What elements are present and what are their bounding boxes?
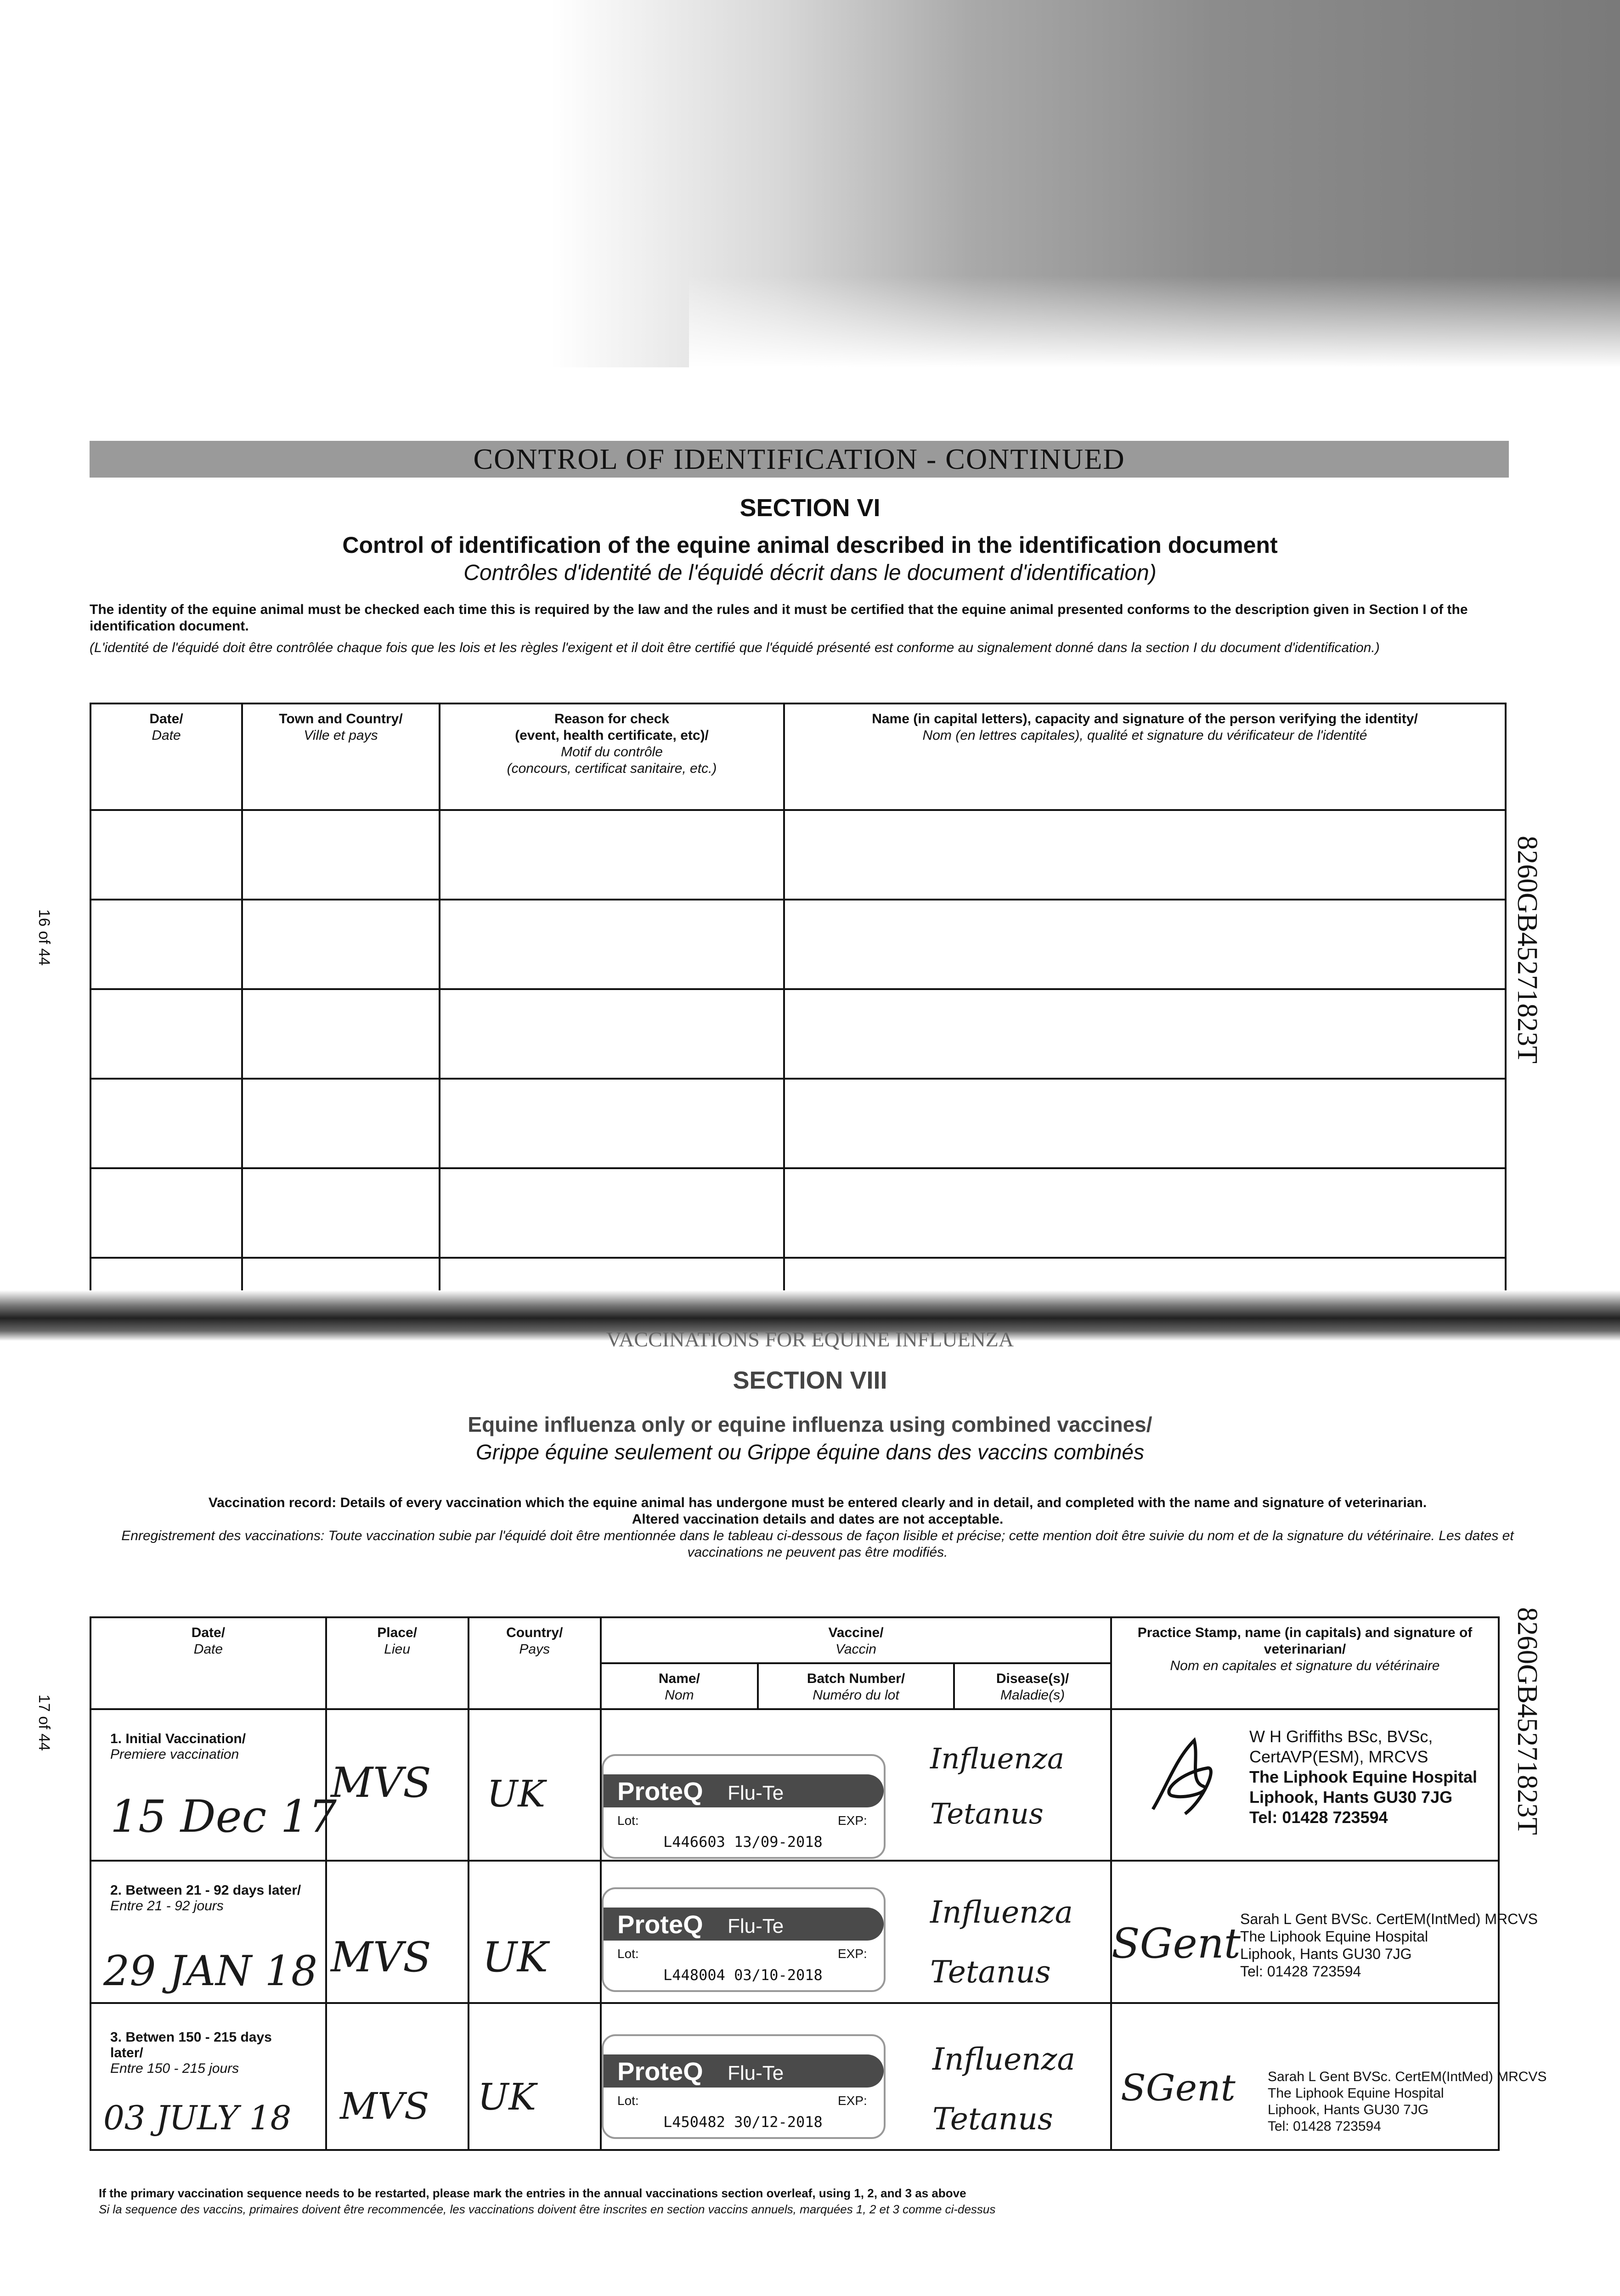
header-stamp: Practice Stamp, name (in capitals) and signature of veterinarian/ Nom en capitales et signature du vétérinaire [1111,1617,1499,1709]
section-6-title-en: Control of identification of the equine animal described in the identification document [342,532,1278,558]
table-header-row [90,1617,1499,1663]
section-banner [90,441,1509,478]
table-header-row [90,703,1506,810]
footer-fr: Si la sequence des vaccins, primaires doivent être recommencée, les vaccinations doivent être inscrites en section vaccins annuels, marquées 1, 2 et 3 comme ci-dessus [99,2202,996,2216]
product-name: Flu-Te [728,1915,784,1937]
header-reason: Reason for check (event, health certificate, etc)/ Motif du contrôle (concours, certificat sanitaire, etc.) [440,703,784,810]
vaccine-label: ProteQ Flu-Te Lot: EXP: L450482 30/12-2018 [602,2034,886,2139]
section-6-intro-fr: (L'identité de l'équidé doit être contrôlée chaque fois que les lois et les règles l'exigent et il doit être certifié que l'équidé présenté est conforme au signalement donné dans la section I du document d'identification.) [90,640,1380,655]
header-country: Country/ Pays [469,1617,601,1709]
id-code-bottom: 8260GB45271823T [1512,1607,1543,1835]
header-batch: Batch Number/ Numéro du lot [758,1663,954,1709]
section-8-title-fr: Grippe équine seulement ou Grippe équine dans des vaccins combinés [476,1440,1144,1464]
row3-date: 03 JULY 18 [103,2099,292,2137]
row3-diseases: Influenza Tetanus [932,2042,1075,2137]
header-verifier: Name (in capital letters), capacity and signature of the person verifying the identity/ Nom (en lettres capitales), qualité et signature du vérificateur de l'identité [784,703,1506,810]
table-row [90,989,1506,1079]
row2-place: MVS [331,1933,431,1981]
row3-label: 3. Betwen 150 - 215 days later/ Entre 150 - 215 jours [110,2030,272,2076]
row1-label: 1. Initial Vaccination/ Premiere vaccination [110,1731,246,1762]
identity-check-table [90,703,1507,1295]
vaccine-label: ProteQ Flu-Te Lot: EXP: L448004 03/10-2018 [602,1887,886,1992]
batch-number: L448004 03/10-2018 [663,1966,823,1984]
header-disease: Disease(s)/ Maladie(s) [954,1663,1111,1709]
header-date: Date/ Date [90,703,242,810]
row2-diseases: Influenza Tetanus [930,1895,1073,1990]
header-town: Town and Country/ Ville et pays [242,703,440,810]
row2-country: UK [482,1933,548,1981]
row1-country: UK [487,1773,546,1815]
batch-number: L446603 13/09-2018 [663,1833,823,1851]
row1-place: MVS [331,1759,431,1807]
product-logo: ProteQ [617,1910,703,1939]
row3-place: MVS [340,2085,429,2127]
row1-diseases: Influenza Tetanus [930,1742,1064,1830]
footer-en: If the primary vaccination sequence needs to be restarted, please mark the entries in the annual vaccinations section overleaf, using 1, 2, and 3 as above [99,2186,966,2200]
table-row [90,1258,1506,1294]
page-number-top: 16 of 44 [35,909,53,966]
row3-signature: SGent [1121,2066,1236,2109]
vaccine-label: ProteQ Flu-Te Lot: EXP: L446603 13/09-2018 [602,1754,886,1859]
section-6-intro-en: The identity of the equine animal must be checked each time this is required by the law and the rules and it must be certified that the equine animal presented conforms to the description given in Section I of the identification document. [90,602,1468,634]
vaccination-record-notice: Vaccination record: Details of every vaccination which the equine animal has undergone must be entered clearly and in detail, and completed with the name and signature of veterinarian. Altered vaccination details and dates are not acceptable. Enregistrement des vaccinations: Toute vaccination subie par l'équidé doit être mentionnée dans le tableau ci-dessous de façon lisible et précise; cette mention doit être suivie du nom et de la signature du vétérinaire. Les dates et vaccinations ne peuvent pas être modifiés. [121,1495,1514,1560]
row2-label: 2. Between 21 - 92 days later/ Entre 21 - 92 jours [110,1883,301,1913]
product-name: Flu-Te [728,2062,784,2084]
header-date: Date/ Date [90,1617,326,1709]
row1-date: 15 Dec 17 [110,1791,337,1842]
scan-shading-fade [689,276,1620,367]
row3-stamp: Sarah L Gent BVSc. CertEM(IntMed) MRCVS The Liphook Equine Hospital Liphook, Hants GU30 7JG Tel: 01428 723594 [1268,2069,1547,2134]
row3-country: UK [478,2076,536,2118]
banner-title: CONTROL OF IDENTIFICATION - CONTINUED [473,443,1125,475]
header-name: Name/ Nom [601,1663,758,1709]
section-6-title-fr: Contrôles d'identité de l'équidé décrit dans le document d'identification) [463,561,1157,585]
id-code-top: 8260GB45271823T [1512,836,1543,1064]
table-row [90,810,1506,900]
row2-signature: SGent [1112,1919,1241,1968]
section-6-heading: SECTION VI [739,494,881,522]
product-name: Flu-Te [728,1782,784,1804]
table-row [90,900,1506,989]
signature-scribble [1135,1731,1226,1823]
page-number-bottom: 17 of 44 [35,1694,53,1751]
table-row [90,1168,1506,1258]
table-row [90,1079,1506,1168]
row2-date: 29 JAN 18 [103,1947,318,1995]
section-8-heading: SECTION VIII [733,1367,887,1394]
section-8-title-en: Equine influenza only or equine influenza using combined vaccines/ [468,1412,1152,1436]
product-logo: ProteQ [617,2057,703,2086]
section-8-banner: VACCINATIONS FOR EQUINE INFLUENZA [606,1328,1014,1351]
header-place: Place/ Lieu [326,1617,469,1709]
product-logo: ProteQ [617,1777,703,1806]
row2-stamp: Sarah L Gent BVSc. CertEM(IntMed) MRCVS The Liphook Equine Hospital Liphook, Hants GU30 7JG Tel: 01428 723594 [1240,1911,1538,1980]
header-vaccine: Vaccine/ Vaccin [601,1617,1111,1663]
row1-stamp: W H Griffiths BSc, BVSc, CertAVP(ESM), MRCVS The Liphook Equine Hospital Liphook, Hants GU30 7JG Tel: 01428 723594 [1249,1727,1478,1827]
batch-number: L450482 30/12-2018 [663,2113,823,2131]
